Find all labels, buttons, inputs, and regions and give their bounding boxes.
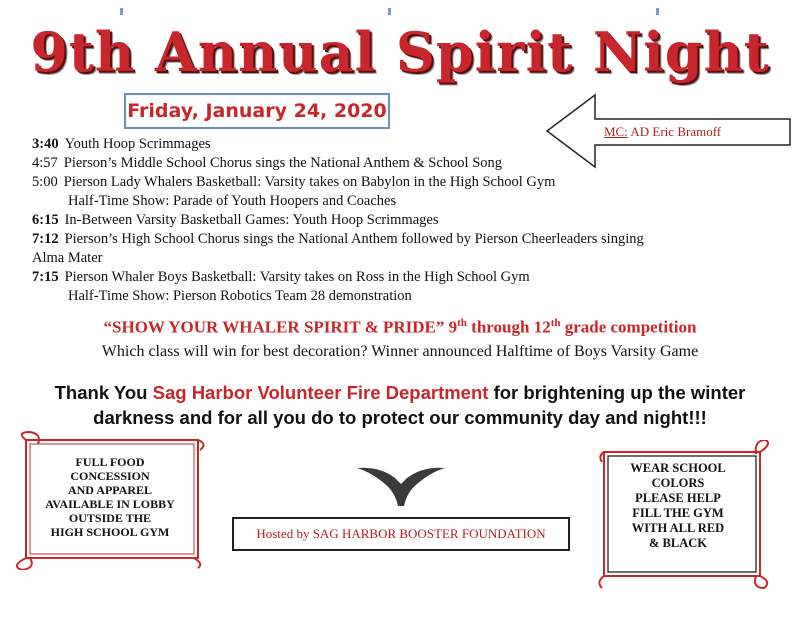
schedule-text: Pierson’s Middle School Chorus sings the National Anthem & School Song (63, 155, 503, 171)
schedule-text: Alma Mater (32, 250, 103, 266)
edge-mark (388, 8, 391, 15)
schedule-text: Half-Time Show: Parade of Youth Hoopers and Coaches (68, 193, 397, 209)
schedule-item (32, 173, 772, 192)
spirit-heading (0, 317, 800, 338)
grade-start: 9 (448, 317, 458, 337)
date-box (124, 93, 390, 129)
food-concession-note (30, 455, 190, 539)
colors-note-line: WITH ALL RED (631, 521, 725, 535)
competition-text: grade competition (560, 317, 697, 337)
schedule-time: 6:15 (32, 212, 59, 228)
edge-mark (656, 8, 659, 15)
schedule-list (32, 135, 772, 306)
grade-start-suffix: th (457, 317, 467, 329)
thank-you-message (30, 380, 770, 430)
fire-department-name: Sag Harbor Volunteer Fire Department (152, 382, 489, 403)
schedule-time: 5:00 (32, 174, 58, 190)
food-note-line: CONCESSION (70, 469, 150, 483)
food-note-line: FULL FOOD (75, 455, 145, 469)
schedule-item (32, 249, 772, 268)
schedule-text: Half-Time Show: Pierson Robotics Team 28 demonstration (68, 288, 412, 304)
colors-note-line: WEAR SCHOOL (630, 461, 726, 475)
schedule-item (32, 192, 772, 211)
colors-note-line: PLEASE HELP (635, 491, 721, 505)
schedule-text: In-Between Varsity Basketball Games: Youth Hoop Scrimmages (64, 212, 439, 228)
schedule-item (32, 230, 772, 249)
colors-note-line: & BLACK (649, 536, 707, 550)
colors-note-line: FILL THE GYM (632, 506, 724, 520)
thanks-pre: Thank You (54, 382, 153, 403)
spirit-subtext: Which class will win for best decoration? Winner announced Halftime of Boys Varsity Game (101, 343, 699, 360)
through-text: through (466, 317, 534, 337)
schedule-item (32, 268, 772, 287)
hosted-by-box (232, 517, 570, 551)
colors-note-line: COLORS (651, 476, 705, 490)
schedule-text: Pierson Whaler Boys Basketball: Varsity takes on Ross in the High School Gym (64, 269, 530, 285)
hosted-by-text: Hosted by SAG HARBOR BOOSTER FOUNDATION (256, 526, 546, 541)
food-note-line: AVAILABLE IN LOBBY (45, 497, 175, 511)
edge-mark (120, 8, 123, 15)
food-note-line: HIGH SCHOOL GYM (50, 525, 170, 539)
schedule-time: 7:15 (32, 269, 59, 285)
schedule-item (32, 154, 772, 173)
grade-end: 12 (533, 317, 551, 337)
food-note-line: OUTSIDE THE (68, 511, 152, 525)
schedule-text: Pierson’s High School Chorus sings the National Anthem followed by Pierson Cheerleaders singing (64, 231, 644, 247)
whale-tail-icon (355, 462, 447, 510)
schedule-text: Youth Hoop Scrimmages (64, 136, 211, 152)
mc-name: AD Eric Bramoff (630, 124, 722, 139)
spirit-quote: “SHOW YOUR WHALER SPIRIT & PRIDE” (103, 317, 445, 337)
schedule-text: Pierson Lady Whalers Basketball: Varsity takes on Babylon in the High School Gym (63, 174, 556, 190)
schedule-item (32, 287, 772, 306)
grade-end-suffix: th (550, 317, 561, 329)
food-note-line: AND APPAREL (67, 483, 153, 497)
schedule-time: 3:40 (32, 136, 59, 152)
schedule-time: 7:12 (32, 231, 59, 247)
event-date: Friday, January 24, 2020 (127, 100, 387, 122)
mc-prefix: MC: (604, 124, 628, 139)
schedule-time: 4:57 (32, 155, 58, 171)
school-colors-note (612, 461, 744, 551)
schedule-item (32, 135, 772, 154)
page-title: 9th Annual Spirit Night (30, 20, 770, 84)
thanks-post: for brightening up the winter darkness and for all you do to protect our community day and night!!! (93, 382, 746, 428)
schedule-item (32, 211, 772, 230)
